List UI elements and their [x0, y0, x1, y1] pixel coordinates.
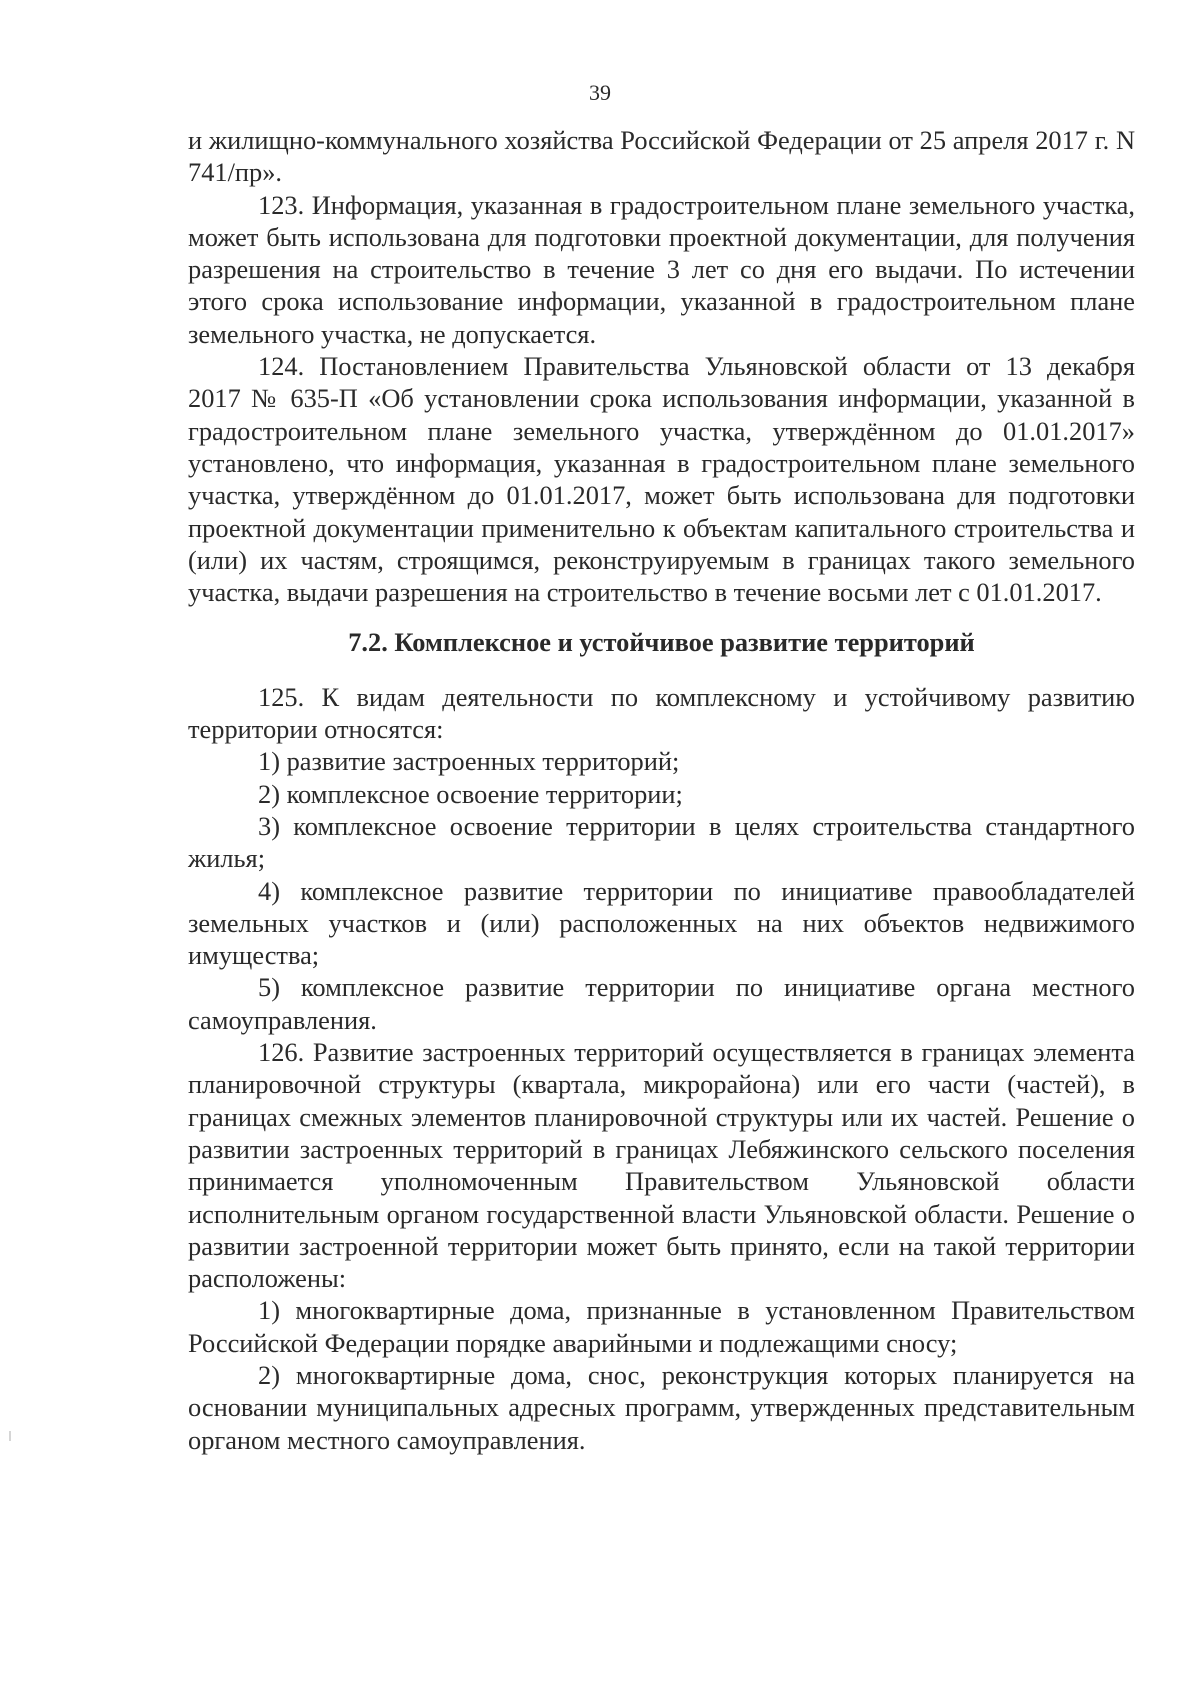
list-item: 4) комплексное развитие территории по инициативе правообладателей земельных участков и (или) расположенных на них объектов недвижимого имущества; [188, 875, 1135, 971]
list-item: 1) многоквартирные дома, признанные в установленном Правительством Российской Федерации порядке аварийными и подлежащими сносу; [188, 1295, 1135, 1358]
paragraph-123: 123. Информация, указанная в градостроительном плане земельного участка, может быть использована для подготовки проектной документации, для получения разрешения на строительство в течение 3 лет со дня его выдачи. По истечении этого срока использование информации, указанной в градостроительном плане земельного участка, не допускается. [188, 189, 1135, 349]
list-item: 3) комплексное освоение территории в целях строительства стандартного жилья; [188, 810, 1135, 874]
list-item: 5) комплексное развитие территории по инициативе органа местного самоуправления. [188, 972, 1135, 1035]
document-body [188, 124, 1135, 1456]
list-item: 1) развитие застроенных территорий; [258, 746, 680, 777]
paragraph-continuation: и жилищно-коммунального хозяйства Российской Федерации от 25 апреля 2017 г. N 741/пр». [188, 125, 1135, 188]
paragraph-125: 125. К видам деятельности по комплексному и устойчивому развитию территории относятся: [188, 681, 1135, 745]
list-item: 2) многоквартирные дома, снос, реконструкция которых планируется на основании муниципальных адресных программ, утвержденных представительным органом местного самоуправления. [188, 1359, 1135, 1455]
paragraph-124: 124. Постановлением Правительства Ульяновской области от 13 декабря 2017 № 635-П «Об установлении срока использования информации, указанной в градостроительном плане земельного участка, утверждённом до 01.01.2017» установлено, что информация, указанная в градостроительном плане земельного участка, утверждённом до 01.01.2017, может быть использована для подготовки проектной документации применительно к объектам капитального строительства и (или) их частям, строящимся, реконструируемым в границах такого земельного участка, выдачи разрешения на строительство в течение восьми лет с 01.01.2017. [188, 351, 1135, 608]
section-heading: 7.2. Комплексное и устойчивое развитие территорий [348, 627, 975, 658]
paragraph-126: 126. Развитие застроенных территорий осуществляется в границах элемента планировочной структуры (квартала, микрорайона) или его части (частей), в границах смежных элементов планировочной структуры или их частей. Решение о развитии застроенных территорий в границах Лебяжинского сельского поселения принимается уполномоченным Правительством Ульяновской области исполнительным органом государственной власти Ульяновской области. Решение о развитии застроенной территории может быть принято, если на такой территории расположены: [188, 1037, 1135, 1294]
scan-margin-mark [9, 1431, 11, 1441]
page-number: 39 [589, 80, 611, 105]
list-item: 2) комплексное освоение территории; [258, 778, 683, 809]
